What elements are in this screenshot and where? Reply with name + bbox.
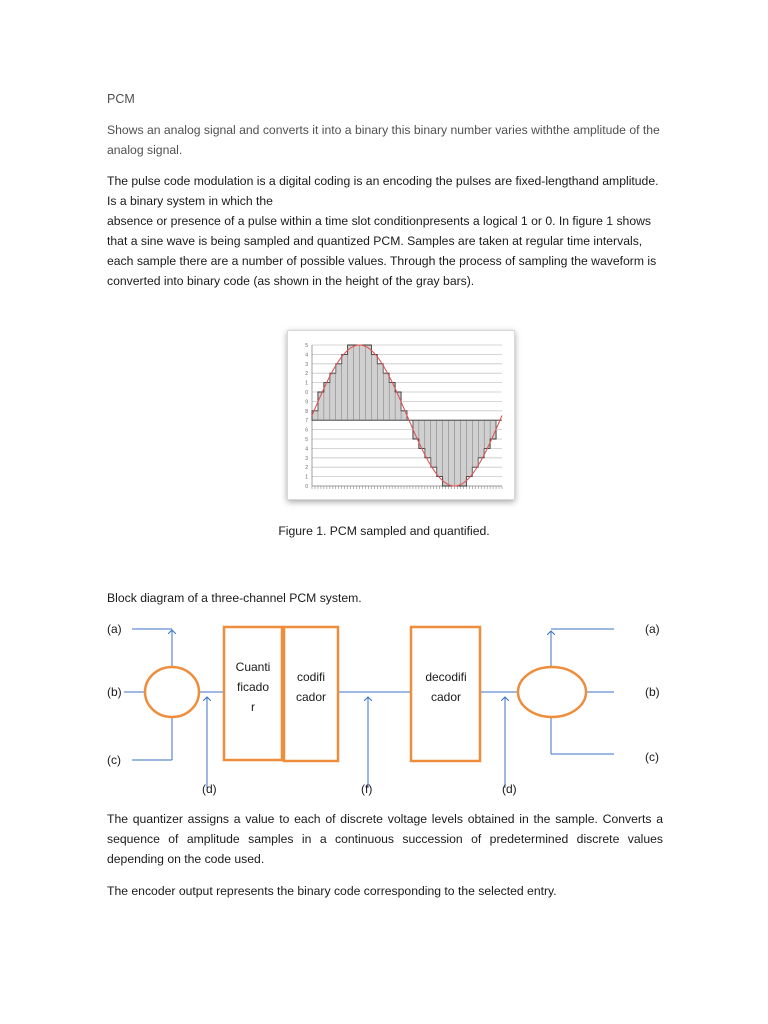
y-tick-label: 1 [305, 380, 308, 387]
page-title: PCM [107, 92, 135, 106]
output-label-a: (a) [645, 622, 660, 636]
input-label-b: (b) [107, 685, 122, 699]
quantizer-label-3: r [251, 700, 255, 714]
output-label-c: (c) [645, 750, 659, 764]
encoder-paragraph: The encoder output represents the binary code corresponding to the selected entry. [107, 884, 557, 898]
block-diagram-title: Block diagram of a three-channel PCM system. [107, 591, 362, 605]
y-tick-label: 9 [305, 399, 308, 406]
intro-paragraph: Shows an analog signal and converts it into a binary this binary number varies withthe amplitude of the analog signal. [107, 123, 660, 157]
encoder-label-1: codifi [296, 670, 326, 684]
y-tick-label: 5 [305, 437, 308, 443]
y-tick-label: 3 [305, 361, 308, 368]
quantizer-paragraph: The quantizer assigns a value to each of discrete voltage levels obtained in the sample. Converts a sequence of amplitude samples in a continuous succession of predetermined discrete values depending on the code used. [107, 812, 663, 866]
demultiplexer-ellipse [518, 667, 586, 717]
y-tick-label: 3 [305, 455, 308, 462]
pcm-paragraph-line2: absence or presence of a pulse within a time slot conditionpresents a logical 1 or 0. In figure 1 shows that a sine wave is being sampled and quantized PCM. Samples are taken at regular time intervals, each sample there are a number of possible values. Through the process of sampling the waveform is converted into binary code (as shown in the height of the gray bars). [107, 214, 657, 288]
decoder-label-1: decodifi [425, 670, 467, 684]
y-tick-label: 4 [305, 352, 308, 359]
y-tick-label: 6 [305, 427, 308, 434]
encoder-label-2: cador [295, 690, 327, 704]
pcm-paragraph-line1: The pulse code modulation is a digital coding is an encoding the pulses are fixed-lengthand amplitude. Is a binary system in which the [107, 174, 659, 208]
input-label-a: (a) [107, 622, 122, 636]
figure-caption: Figure 1. PCM sampled and quantified. [278, 524, 490, 538]
pcm-paragraph [107, 171, 663, 291]
multiplexer-circle [145, 667, 199, 717]
y-tick-label: 2 [305, 371, 308, 378]
quantizer-label-2: ficado [236, 680, 270, 694]
y-tick-label: 0 [305, 390, 308, 396]
y-tick-label: 5 [305, 343, 308, 349]
figure-1-chart [287, 330, 515, 500]
y-tick-label: 2 [305, 465, 308, 472]
point-f-label: (f) [361, 782, 373, 796]
pcm-block-diagram [0, 610, 768, 800]
decoder-label-2: cador [430, 690, 462, 704]
input-label-c: (c) [107, 753, 121, 767]
y-tick-label: 8 [305, 408, 308, 415]
pcm-chart-svg [288, 331, 514, 499]
output-label-b: (b) [645, 685, 660, 699]
y-tick-label: 1 [305, 474, 308, 481]
quantizer-label-1: Cuanti [235, 660, 271, 674]
point-d-right-label: (d) [502, 782, 517, 796]
y-tick-label: 0 [305, 484, 308, 490]
y-tick-label: 4 [305, 446, 308, 453]
y-tick-label: 7 [305, 418, 308, 425]
point-d-left-label: (d) [202, 782, 217, 796]
